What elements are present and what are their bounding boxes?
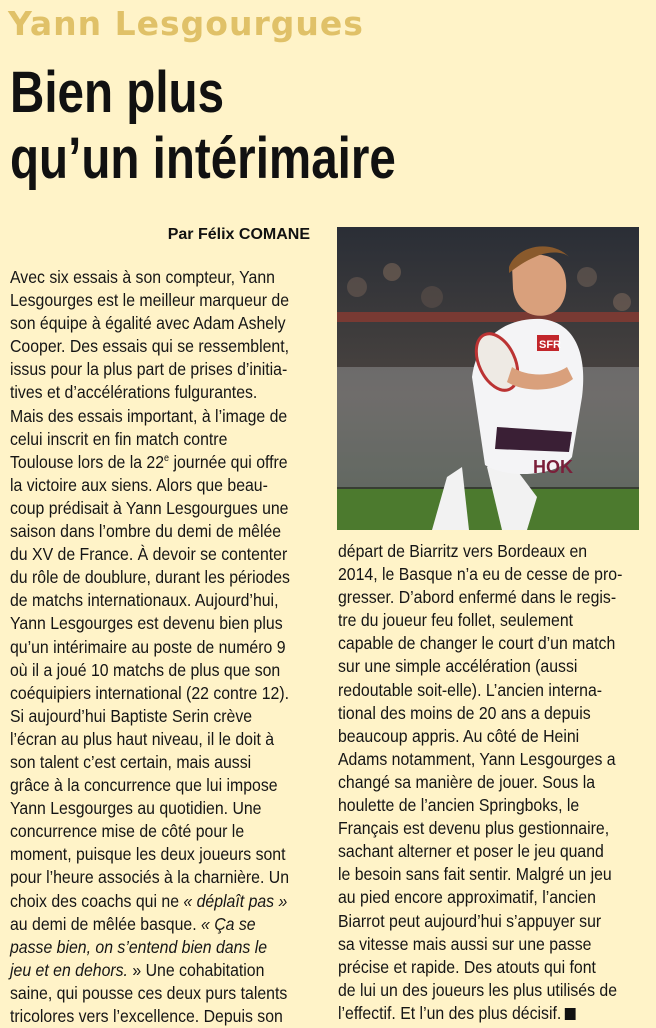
rugby-player-photo	[337, 227, 639, 530]
text-line: 2014, le Basque n’a eu de cesse de pro-	[338, 564, 623, 585]
text-line: tricolores vers l’excellence. Depuis son	[10, 1006, 283, 1026]
text-line: qu’un intérimaire au poste de numéro 9	[10, 636, 286, 657]
text-line: pour l’heure associés à la charnière. Un	[10, 867, 290, 888]
text-line: grâce à la concurrence que lui impose	[10, 775, 278, 796]
text-line: tives et d’accélérations fulgurantes.	[10, 382, 258, 403]
text-line: capable de changer le court d’un match	[338, 633, 616, 654]
text-line: sur une simple accélération (aussi	[338, 656, 578, 677]
text-fragment: » Une cohabitation	[127, 959, 265, 980]
text-line: Cooper. Des essais qui se ressemblent,	[10, 336, 289, 357]
text-line: Mais des essais important, à l’image de	[10, 405, 288, 426]
text-fragment: Toulouse lors de la 22	[10, 451, 165, 472]
article-column-2	[338, 540, 622, 1025]
quote-fragment: « déplaît pas »	[183, 890, 288, 911]
text-line: saine, qui pousse ces deux purs talents	[10, 982, 288, 1003]
headline-line-1: Bien plus	[10, 60, 225, 125]
text-line: Yann Lesgourges au quotidien. Une	[10, 798, 262, 819]
text-line: son talent c’est certain, mais aussi	[10, 751, 252, 772]
text-line: Lesgourges est le meilleur marqueur de	[10, 290, 290, 311]
text-line: au pied encore approximatif, l’ancien	[338, 887, 596, 908]
text-line: changé sa manière de jouer. Sous la	[338, 771, 596, 792]
byline: Par Félix COMANE	[167, 226, 310, 243]
text-line: concurrence mise de côté pour le	[10, 821, 245, 842]
end-of-article-square-icon	[565, 1008, 576, 1020]
text-fragment: journée qui offre	[169, 451, 288, 472]
text-line: de lui un des joueurs les plus utilisés de	[338, 979, 618, 1000]
text-line: beaucoup appris. Au côté de Heini	[338, 725, 580, 746]
text-line: tre du joueur feu follet, seulement	[338, 610, 574, 631]
text-line: Yann Lesgourges est devenu bien plus	[10, 613, 283, 634]
text-line: tional des moins de 20 ans a depuis	[338, 702, 591, 723]
text-line	[10, 959, 290, 982]
text-line: sa vitesse mais aussi sur une passe	[338, 933, 592, 954]
text-line: son équipe à égalité avec Adam Ashely	[10, 313, 286, 334]
article-column-1	[10, 266, 290, 1028]
text-line: Adams notamment, Yann Lesgourges a	[338, 748, 616, 769]
text-line: moment, puisque les deux joueurs sont	[10, 844, 286, 865]
quote-fragment: jeu et en dehors.	[10, 959, 128, 980]
text-line: saison dans l’ombre du demi de mêlée	[10, 521, 282, 542]
text-line: celui inscrit en fin match contre	[10, 428, 228, 449]
quote-fragment: « Ça se	[201, 913, 256, 934]
text-line: gresser. D’abord enfermé dans le regis-	[338, 587, 617, 608]
text-fragment: choix des coachs qui ne	[10, 890, 180, 911]
text-line: départ de Biarritz vers Bordeaux en	[338, 541, 588, 561]
text-line: où il a joué 10 matchs de plus que son	[10, 659, 281, 680]
headline	[10, 60, 396, 192]
text-line: Biarrot peut aujourd’hui s’appuyer sur	[338, 910, 602, 931]
text-line: coup prédisait à Yann Lesgourgues une	[10, 497, 289, 518]
text-fragment: au demi de mêlée basque.	[10, 913, 197, 934]
text-line: coéquipiers international (22 contre 12).	[10, 682, 290, 703]
text-line: houlette de l’ancien Springboks, le	[338, 795, 580, 816]
text-line: Avec six essais à son compteur, Yann	[10, 267, 275, 287]
text-line: la victoire aux siens. Alors que beau-	[10, 474, 268, 495]
text-line	[10, 890, 290, 913]
svg-text:HOK: HOK	[533, 457, 573, 477]
text-line: passe bien, on s’entend bien dans le	[10, 936, 268, 957]
svg-text:SFR: SFR	[539, 339, 561, 351]
text-line: l’écran au plus haut niveau, il le doit à	[10, 728, 275, 749]
text-line: Français est devenu plus gestionnaire,	[338, 818, 610, 839]
headline-line-2: qu’un intérimaire	[10, 126, 396, 191]
text-line	[10, 913, 290, 936]
text-line	[338, 1002, 622, 1025]
text-fragment: l’effectif. Et l’un des plus décisif.	[338, 1002, 562, 1023]
text-line: redoutable soit-elle). L’ancien interna-	[338, 679, 603, 700]
text-line: de matchs internationaux. Aujourd’hui,	[10, 590, 279, 611]
text-line: sachant alterner et poser le jeu quand	[338, 841, 604, 862]
section-kicker: Yann Lesgourgues	[8, 4, 364, 43]
text-line: du XV de France. À devoir se contenter	[10, 544, 288, 565]
ordinal-superscript: e	[164, 452, 170, 464]
player-illustration	[337, 227, 639, 530]
text-line: le besoin sans fait sentir. Malgré un jeu	[338, 864, 612, 885]
text-line: issus pour la plus part de prises d’initia-	[10, 359, 288, 380]
text-line	[10, 451, 290, 474]
text-line: Si aujourd’hui Baptiste Serin crève	[10, 705, 253, 726]
text-line: du rôle de doublure, durant les périodes	[10, 567, 290, 588]
text-line: précise et rapide. Des atouts qui font	[338, 956, 596, 977]
